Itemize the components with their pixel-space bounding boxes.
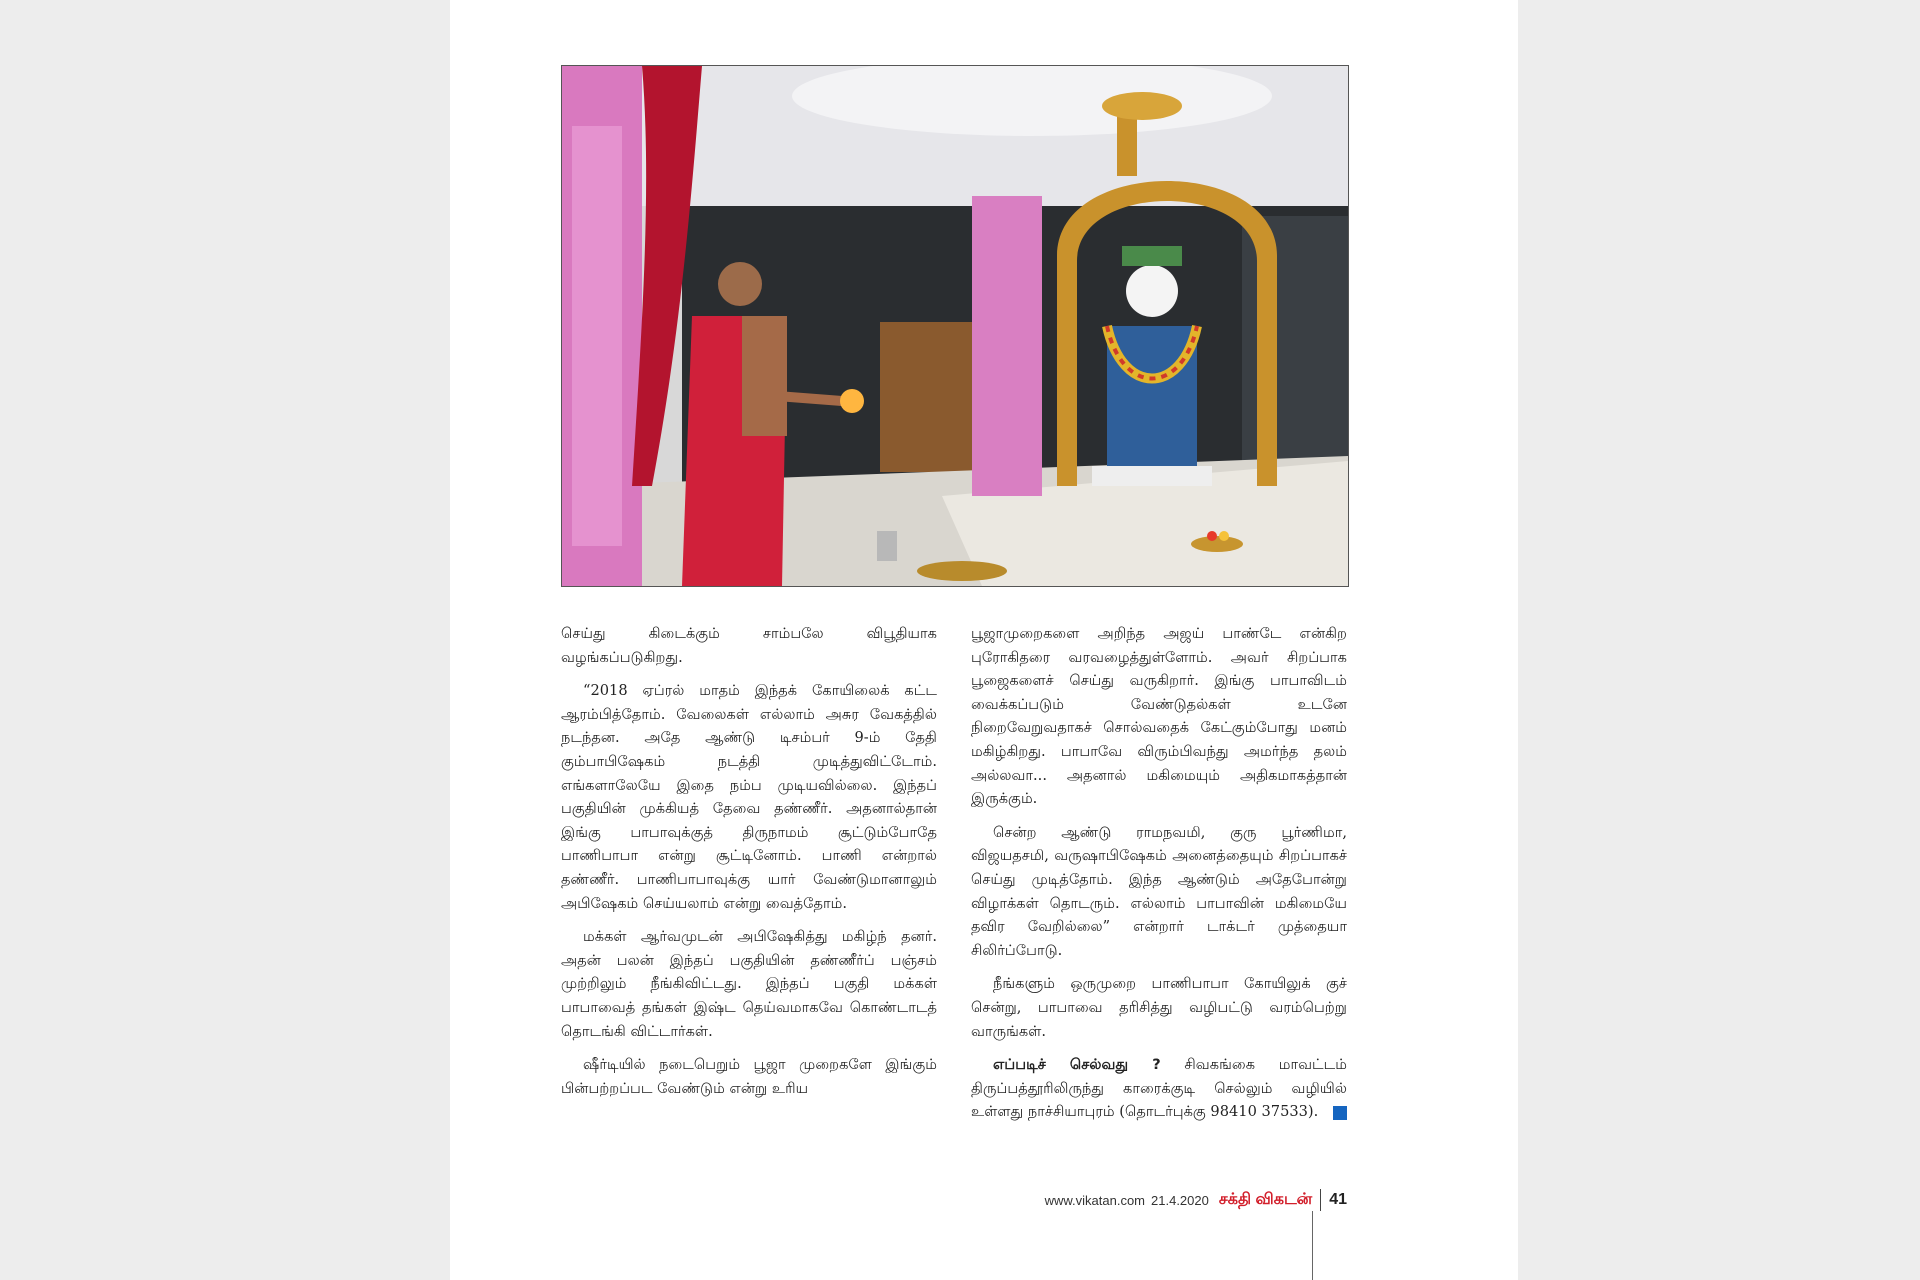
- website-url[interactable]: www.vikatan.com: [1044, 1192, 1146, 1208]
- page-footer: [920, 1189, 1347, 1211]
- magazine-page: [450, 0, 1518, 1280]
- footer-divider: [1320, 1189, 1321, 1211]
- paragraph: சென்ற ஆண்டு ராமநவமி, குரு பூர்ணிமா, விஜயதசமி, வருஷாபிஷேகம் அனைத்தையும் சிறப்பாகச் செய்து முடித்தோம். இந்த ஆண்டும் அதேபோன்று விழாக்கள் தொடரும். எல்லாம் பாபாவின் மகிமையே தவிர வேறில்லை” என்றார் டாக்டர் முத்தையா சிலிர்ப்போடு.: [971, 823, 1347, 959]
- paragraph: நீங்களும் ஒருமுறை பாணிபாபா கோயிலுக் குச் சென்று, பாபாவை தரிசித்து வழிபட்டு வரம்பெற்று வாருங்கள்.: [971, 975, 1347, 1040]
- paragraph: செய்து கிடைக்கும் சாம்பலே விபூதியாக வழங்கப்படுகிறது.: [561, 625, 937, 666]
- paragraph: பூஜாமுறைகளை அறிந்த அஜய் பாண்டே என்கிற புரோகிதரை வரவழைத்துள்ளோம். அவர் சிறப்பாக பூஜைகளைச் செய்து வருகிறார். இங்கு பாபாவிடம் வைக்கப்படும் வேண்டுதல்கள் உடனே நிறைவேறுவதாகச் சொல்வதைக் கேட்கும்போது மனம் மகிழ்கிறது. பாபாவே விரும்பிவந்து அமர்ந்த தலம் அல்லவா... அதனால் மகிமையும் அதிகமாகத்தான் இருக்கும்.: [971, 625, 1347, 808]
- page-number: 41: [1329, 1191, 1347, 1208]
- temple-photo: [561, 65, 1349, 587]
- directions-label: எப்படிச் செல்வது ?: [993, 1056, 1161, 1074]
- paragraph: “2018 ஏப்ரல் மாதம் இந்தக் கோயிலைக் கட்ட ஆரம்பித்தோம். வேலைகள் எல்லாம் அசுர வேகத்தில் நடந்தன. அதே ஆண்டு டிசம்பர் 9-ம் தேதி கும்பாபிஷேகம் நடத்தி முடித்துவிட்டோம். எங்களாலேயே இதை நம்ப முடியவில்லை. இந்தப் பகுதியின் முக்கியத் தேவை தண்ணீர். அதனால்தான் இங்கு பாபாவுக்குத் திருநாமம் சூட்டும்போதே பாணிபாபா என்று சூட்டினோம். பாணி என்றால் தண்ணீர். பாணிபாபாவுக்கு யார் வேண்டுமானாலும் அபிஷேகம் செய்யலாம் என்று வைத்தோம்.: [561, 682, 937, 912]
- issue-date: 21.4.2020: [1151, 1192, 1209, 1208]
- paragraph: ஷீர்டியில் நடைபெறும் பூஜா முறைகளே இங்கும் பின்பற்றப்பட வேண்டும் என்று உரிய: [561, 1056, 937, 1097]
- temple-photo-illustration: [562, 66, 1348, 586]
- directions-text: சிவகங்கை மாவட்டம் திருப்பத்தூரிலிருந்து காரைக்குடி செல்லும் வழியில் உள்ளது நாச்சியாபுரம் (தொடர்புக்கு 98410 37533).: [971, 1056, 1348, 1121]
- footer-vertical-rule: [1312, 1211, 1313, 1280]
- magazine-name: சக்தி விகடன்: [1218, 1191, 1313, 1208]
- paragraph: மக்கள் ஆர்வமுடன் அபிஷேகித்து மகிழ்ந் தனர். அதன் பலன் இந்தப் பகுதியின் தண்ணீர்ப் பஞ்சம் முற்றிலும் நீங்கிவிட்டது. இந்தப் பகுதி மக்கள் பாபாவைத் தங்கள் இஷ்ட தெய்வமாகவே கொண்டாடத் தொடங்கி விட்டார்கள்.: [561, 928, 937, 1040]
- end-mark-icon: [1333, 1106, 1347, 1120]
- right-text-column: [971, 622, 1347, 1134]
- left-text-column: [561, 622, 937, 1110]
- directions-paragraph: [971, 1053, 1347, 1124]
